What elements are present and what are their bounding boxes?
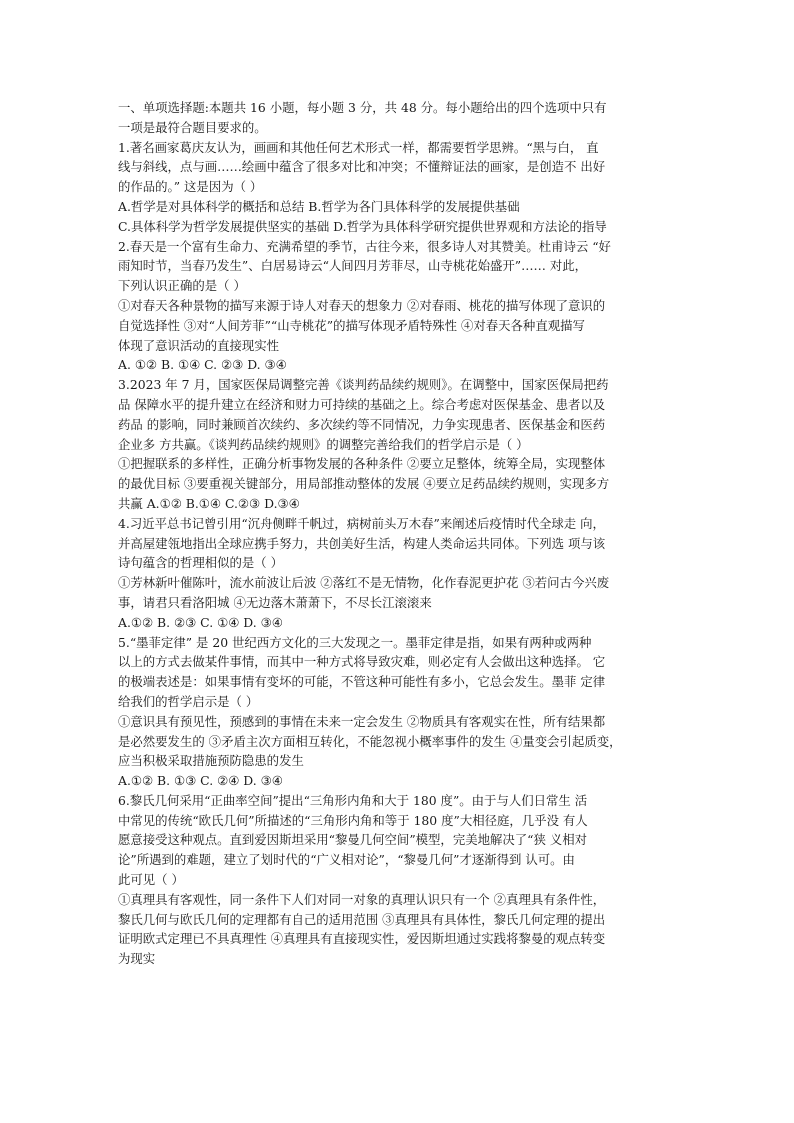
question-stem-line: 企业多 方共赢。《谈判药品续约规则》的调整完善给我们的哲学启示是（ ） (118, 436, 529, 452)
question-option-line: 体现了意识活动的直接现实性 (118, 337, 280, 353)
question-stem-line: 雨知时节，当春乃发生”、白居易诗云“人间四月芳菲尽，山寺桃花始盛开”…… 对此， (118, 258, 588, 274)
question-option-line: A. ①② B. ①④ C. ②③ D. ③④ (118, 357, 287, 373)
question-5 (118, 633, 678, 791)
question-stem-line: 线与斜线，点与画……绘画中蕴含了很多对比和冲突；不懂辩证法的画家，是创造不 出好 (118, 159, 606, 175)
question-option-line: ①真理具有客观性，同一条件下人们对同一对象的真理认识只有一个 ②真理具有条件性， (118, 891, 606, 907)
question-4 (118, 514, 678, 633)
question-stem-line: 中常见的传统“欧氏几何”所描述的“三角形内角和等于 180 度”大相径庭，几乎没 有人 (118, 812, 588, 828)
question-option-line: 应当积极采取措施预防隐患的发生 (118, 753, 304, 769)
question-stem-line: 药品 的影响，同时兼顾首次续约、多次续约等不同情况，力争实现患者、医保基金和医药 (118, 416, 606, 432)
question-stem-line: 此可见（ ） (118, 872, 184, 888)
text-line: 一项是最符合题目要求的。 (118, 119, 267, 135)
question-stem-line: 的作品的。” 这是因为（ ） (118, 179, 263, 195)
question-stem-line: 1.著名画家葛庆友认为，画画和其他任何艺术形式一样，都需要哲学思辨。“黑与白， 直 (118, 139, 599, 155)
section-heading (118, 98, 678, 138)
question-stem-line: 下列认识正确的是（ ） (118, 278, 246, 294)
question-stem-line: 5.“墨菲定律” 是 20 世纪西方文化的三大发现之一。墨菲定律是指，如果有两种或两种 (118, 634, 592, 650)
question-stem-line: 愿意接受这种观点。直到爱因斯坦采用“黎曼几何空间”模型，完美地解决了“狭 义相对 (118, 832, 588, 848)
question-option-line: 事，请君只看洛阳城 ④无边落木萧萧下，不尽长江滚滚来 (118, 594, 432, 610)
exam-page (118, 98, 678, 969)
question-stem-line: 6.黎氏几何采用“正曲率空间”提出“三角形内角和大于 180 度”。由于与人们日常生 活 (118, 792, 588, 808)
question-option-line: ①意识具有预见性，预感到的事情在未来一定会发生 ②物质具有客观实在性，所有结果都 (118, 713, 606, 729)
question-option-line: ①芳林新叶催陈叶，流水前波让后波 ②落红不是无情物，化作春泥更护花 ③若问古今兴废 (118, 575, 610, 591)
question-stem-line: 论”所遇到的难题，建立了划时代的“广义相对论”，“黎曼几何”才逐渐得到 认可。由 (118, 852, 575, 868)
question-option-line: A.①② B. ②③ C. ①④ D. ③④ (118, 614, 283, 630)
question-option-line: 自觉选择性 ③对“人间芳菲”“山寺桃花”的描写体现矛盾特殊性 ④对春天各种直观描写 (118, 317, 585, 333)
question-stem-line: 品 保障水平的提升建立在经济和财力可持续的基础之上。综合考虑对医保基金、患者以及 (118, 396, 606, 412)
question-option-line: 证明欧式定理已不具真理性 ④真理具有直接现实性，爱因斯坦通过实践将黎曼的观点转变 (118, 931, 606, 947)
question-stem-line: 的极端表述是：如果事情有变坏的可能，不管这种可能性有多小，它总会发生。墨菲 定律 (118, 674, 606, 690)
question-option-line: A.①② B. ①③ C. ②④ D. ③④ (118, 773, 283, 789)
text-line: 一、单项选择题:本题共 16 小题，每小题 3 分，共 48 分。每小题给出的四个选项中只有 (118, 100, 607, 115)
question-3 (118, 375, 678, 514)
question-stem-line: 给我们的哲学启示是（ ） (118, 693, 259, 709)
question-stem-line: 3.2023 年 7 月，国家医保局调整完善《谈判药品续约规则》。在调整中，国家医保局把药 (118, 377, 609, 393)
question-option-line: 黎氏几何与欧氏几何的定理都有自己的适用范围 ③真理具有具体性，黎氏几何定理的提出 (118, 911, 606, 927)
question-option-line: A.哲学是对具体科学的概括和总结 B.哲学为各门具体科学的发展提供基础 (118, 198, 520, 214)
question-option-line: 是必然要发生的 ③矛盾主次方面相互转化，不能忽视小概率事件的发生 ④量变会引起质变， (118, 733, 622, 749)
question-option-line: ①对春天各种景物的描写来源于诗人对春天的想象力 ②对春雨、桃花的描写体现了意识的 (118, 297, 606, 313)
question-option-line: 为现实 (118, 951, 156, 967)
question-stem-line: 并高屋建瓴地指出全球应携手努力，共创美好生活，构建人类命运共同体。下列选 项与该 (118, 535, 606, 551)
question-stem-line: 2.春天是一个富有生命力、充满希望的季节，古往今来，很多诗人对其赞美。杜甫诗云 “好 (118, 238, 611, 254)
question-stem-line: 4.习近平总书记曾引用“沉舟侧畔千帆过，病树前头万木春”来阐述后疫情时代全球走 向， (118, 515, 605, 531)
question-option-line: C.具体科学为哲学发展提供坚实的基础 D.哲学为具体科学研究提供世界观和方法论的指导 (118, 218, 607, 234)
question-2 (118, 237, 678, 376)
question-1 (118, 138, 678, 237)
question-option-line: 的最优目标 ③要重视关键部分，用局部推动整体的发展 ④要立足药品续约规则，实现多方 (118, 476, 610, 492)
question-6 (118, 791, 678, 969)
question-option-line: 共赢 A.①② B.①④ C.②③ D.③④ (118, 495, 300, 511)
question-option-line: ①把握联系的多样性，正确分析事物发展的各种条件 ②要立足整体，统筹全局，实现整体 (118, 456, 606, 472)
question-stem-line: 以上的方式去做某件事情，而其中一种方式将导致灾难，则必定有人会做出这种选择。 它 (118, 654, 606, 670)
question-stem-line: 诗句蕴含的哲理相似的是（ ） (118, 555, 284, 571)
